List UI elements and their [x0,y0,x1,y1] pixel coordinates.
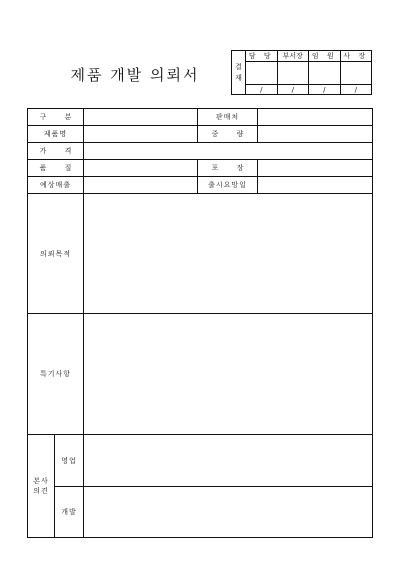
date-cell-ceo[interactable]: / [340,85,372,95]
field-expected-sales[interactable] [84,177,198,194]
label-expected-sales: 예상매출 [28,177,84,194]
label-special-notes: 특기사항 [28,314,84,435]
label-product-name: 제품명 [28,126,84,143]
field-product-name[interactable] [84,126,198,143]
date-cell-head[interactable]: / [277,85,309,95]
sign-cell-exec[interactable] [309,62,341,85]
sign-cell-ceo[interactable] [340,62,372,85]
field-release-date[interactable] [258,177,373,194]
label-sales: 영업 [55,435,84,487]
label-hq-opinion: 본사 의견 [28,435,55,538]
approval-col-head: 부서장 [277,51,309,62]
label-packaging: 포 장 [198,160,258,177]
date-cell-staff[interactable]: / [246,85,278,95]
date-cell-exec[interactable]: / [309,85,341,95]
approval-col-exec: 임 원 [309,51,341,62]
label-category: 구 분 [28,109,84,126]
field-purpose[interactable] [84,194,373,314]
label-quality: 품 질 [28,160,84,177]
field-weight[interactable] [258,126,373,143]
label-purpose: 의뢰목적 [28,194,84,314]
document-title: 제품 개발 의뢰서 [70,66,200,84]
approval-label: 결재 [232,51,246,95]
field-development-opinion[interactable] [84,487,373,538]
label-price: 가 격 [28,143,84,160]
label-release-date: 출시요망일 [198,177,258,194]
label-weight: 중 량 [198,126,258,143]
field-category[interactable] [84,109,198,126]
approval-box [231,50,372,95]
request-form [27,108,373,538]
approval-col-ceo: 사 장 [340,51,372,62]
approval-col-staff: 담 당 [246,51,278,62]
sign-cell-staff[interactable] [246,62,278,85]
label-seller: 판매처 [198,109,258,126]
field-quality[interactable] [84,160,198,177]
field-packaging[interactable] [258,160,373,177]
field-seller[interactable] [258,109,373,126]
field-sales-opinion[interactable] [84,435,373,487]
label-development: 개발 [55,487,84,538]
sign-cell-head[interactable] [277,62,309,85]
field-price[interactable] [84,143,373,160]
field-special-notes[interactable] [84,314,373,435]
